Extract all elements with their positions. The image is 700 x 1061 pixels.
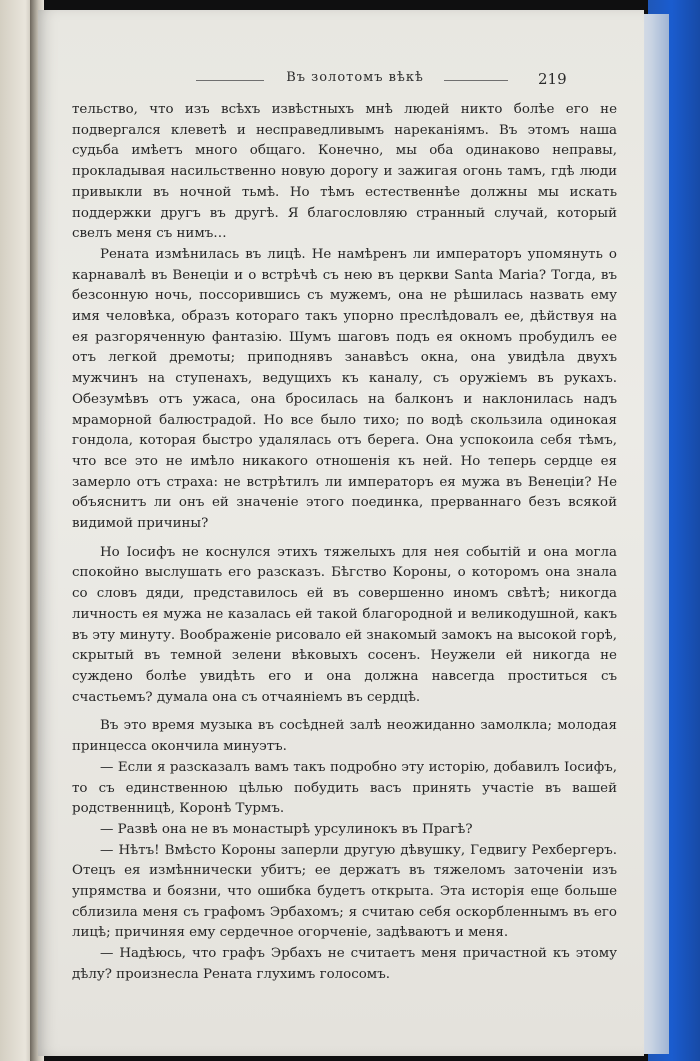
header-rule-right [444, 80, 508, 81]
running-head: Въ золотомъ вѣкѣ [286, 70, 424, 85]
paragraph: Рената измѣнилась въ лицѣ. Не намѣренъ ли императоръ упомянуть о карнавалѣ въ Венеціи и о встрѣчѣ съ нею въ церкви Santa Maria? Тогда, въ безсонную ночь, поссорившись съ мужемъ, она не рѣшилась назвать ему имя человѣка, образъ котораго такъ упорно преслѣдовалъ ее, дѣйствуя на ея разгоряченную фантазію. Шумъ шаговъ подъ ея окномъ пробудилъ ее отъ легкой дремоты; приподнявъ занавѣсъ окна, она увидѣла двухъ мужчинъ на ступенахъ, ведущихъ къ каналу, съ оружіемъ въ рукахъ. Обезумѣвъ отъ ужаса, она бросилась на балконъ и наклонилась надъ мраморной балюстрадой. Но все было тихо; по водѣ скользила одинокая гондола, которая быстро удалялась отъ берега. Она успокоила себя тѣмъ, что все это не имѣло никакого отношенія къ ней. Но теперь сердце ея замерло отъ страха: не встрѣтилъ ли императоръ ея мужа въ Венеціи? Не объяснитъ ли онъ ей значеніе этого поединка, прерваннаго безъ всякой видимой причины? [72, 246, 617, 532]
paragraph: — Если я разсказалъ вамъ такъ подробно эту исторію, добавилъ Іосифъ, то съ единственною цѣлью побудить васъ принять участіе въ вашей родственницѣ, Коронѣ Турмъ. [72, 759, 617, 817]
paragraph: — Надѣюсь, что графъ Эрбахъ не считаетъ меня причастной къ этому дѣлу? произнесла Рената глухимъ голосомъ. [72, 946, 617, 982]
paragraph: Въ это время музыка въ сосѣдней залѣ неожиданно замолкла; молодая принцесса окончила минуэтъ. [72, 718, 617, 755]
page-body [72, 100, 617, 986]
paragraph: тельство, что изъ всѣхъ извѣстныхъ мнѣ людей никто болѣе его не подвергался клеветѣ и несправедливымъ нареканіямъ. Въ этомъ наша судьба имѣетъ много общаго. Конечно, мы оба одинаково неправы, прокладывая насильственно новую дорогу и зажигая огонь тамъ, гдѣ люди привыкли въ ночной тьмѣ. Но тѣмъ естественнѣе должны мы искать поддержки другъ въ другѣ. Я благословляю странный случай, который свелъ меня съ нимъ… [72, 102, 617, 242]
paragraph: — Нѣтъ! Вмѣсто Короны заперли другую дѣвушку, Гедвигу Рехбергеръ. Отецъ ея измѣннически убитъ; ее держатъ въ тяжеломъ заточеніи изъ упрямства и боязни, что ошибка будетъ открыта. Эта исторія еще больше сблизила меня съ графомъ Эрбахомъ; я считаю себя оскорбленнымъ въ его лицѣ; причиняя ему сердечное огорченіе, задѣваютъ и меня. [72, 842, 617, 941]
header-rule-left [196, 80, 264, 81]
book-page [38, 10, 644, 1056]
page-header [38, 68, 644, 92]
page-number: 219 [538, 70, 567, 88]
paragraph: — Развѣ она не въ монастырѣ урсулинокъ въ Прагѣ? [100, 821, 473, 837]
paragraph: Но Іосифъ не коснулся этихъ тяжелыхъ для нея событій и она могла спокойно выслушать его разсказъ. Бѣгство Короны, о которомъ она знала со словъ дяди, представилось ей въ совершенно иномъ свѣтѣ; никогда личность ея мужа не казалась ей такой благородной и великодушной, какъ въ эту минуту. Воображеніе рисовало ей знакомый замокъ на высокой горѣ, скрытый въ темной зелени вѣковыхъ сосенъ. Неужели ей никогда не суждено болѣе увидѣть его и она должна навсегда проститься съ счастьемъ? думала она съ отчаяніемъ въ сердцѣ. [72, 544, 617, 705]
